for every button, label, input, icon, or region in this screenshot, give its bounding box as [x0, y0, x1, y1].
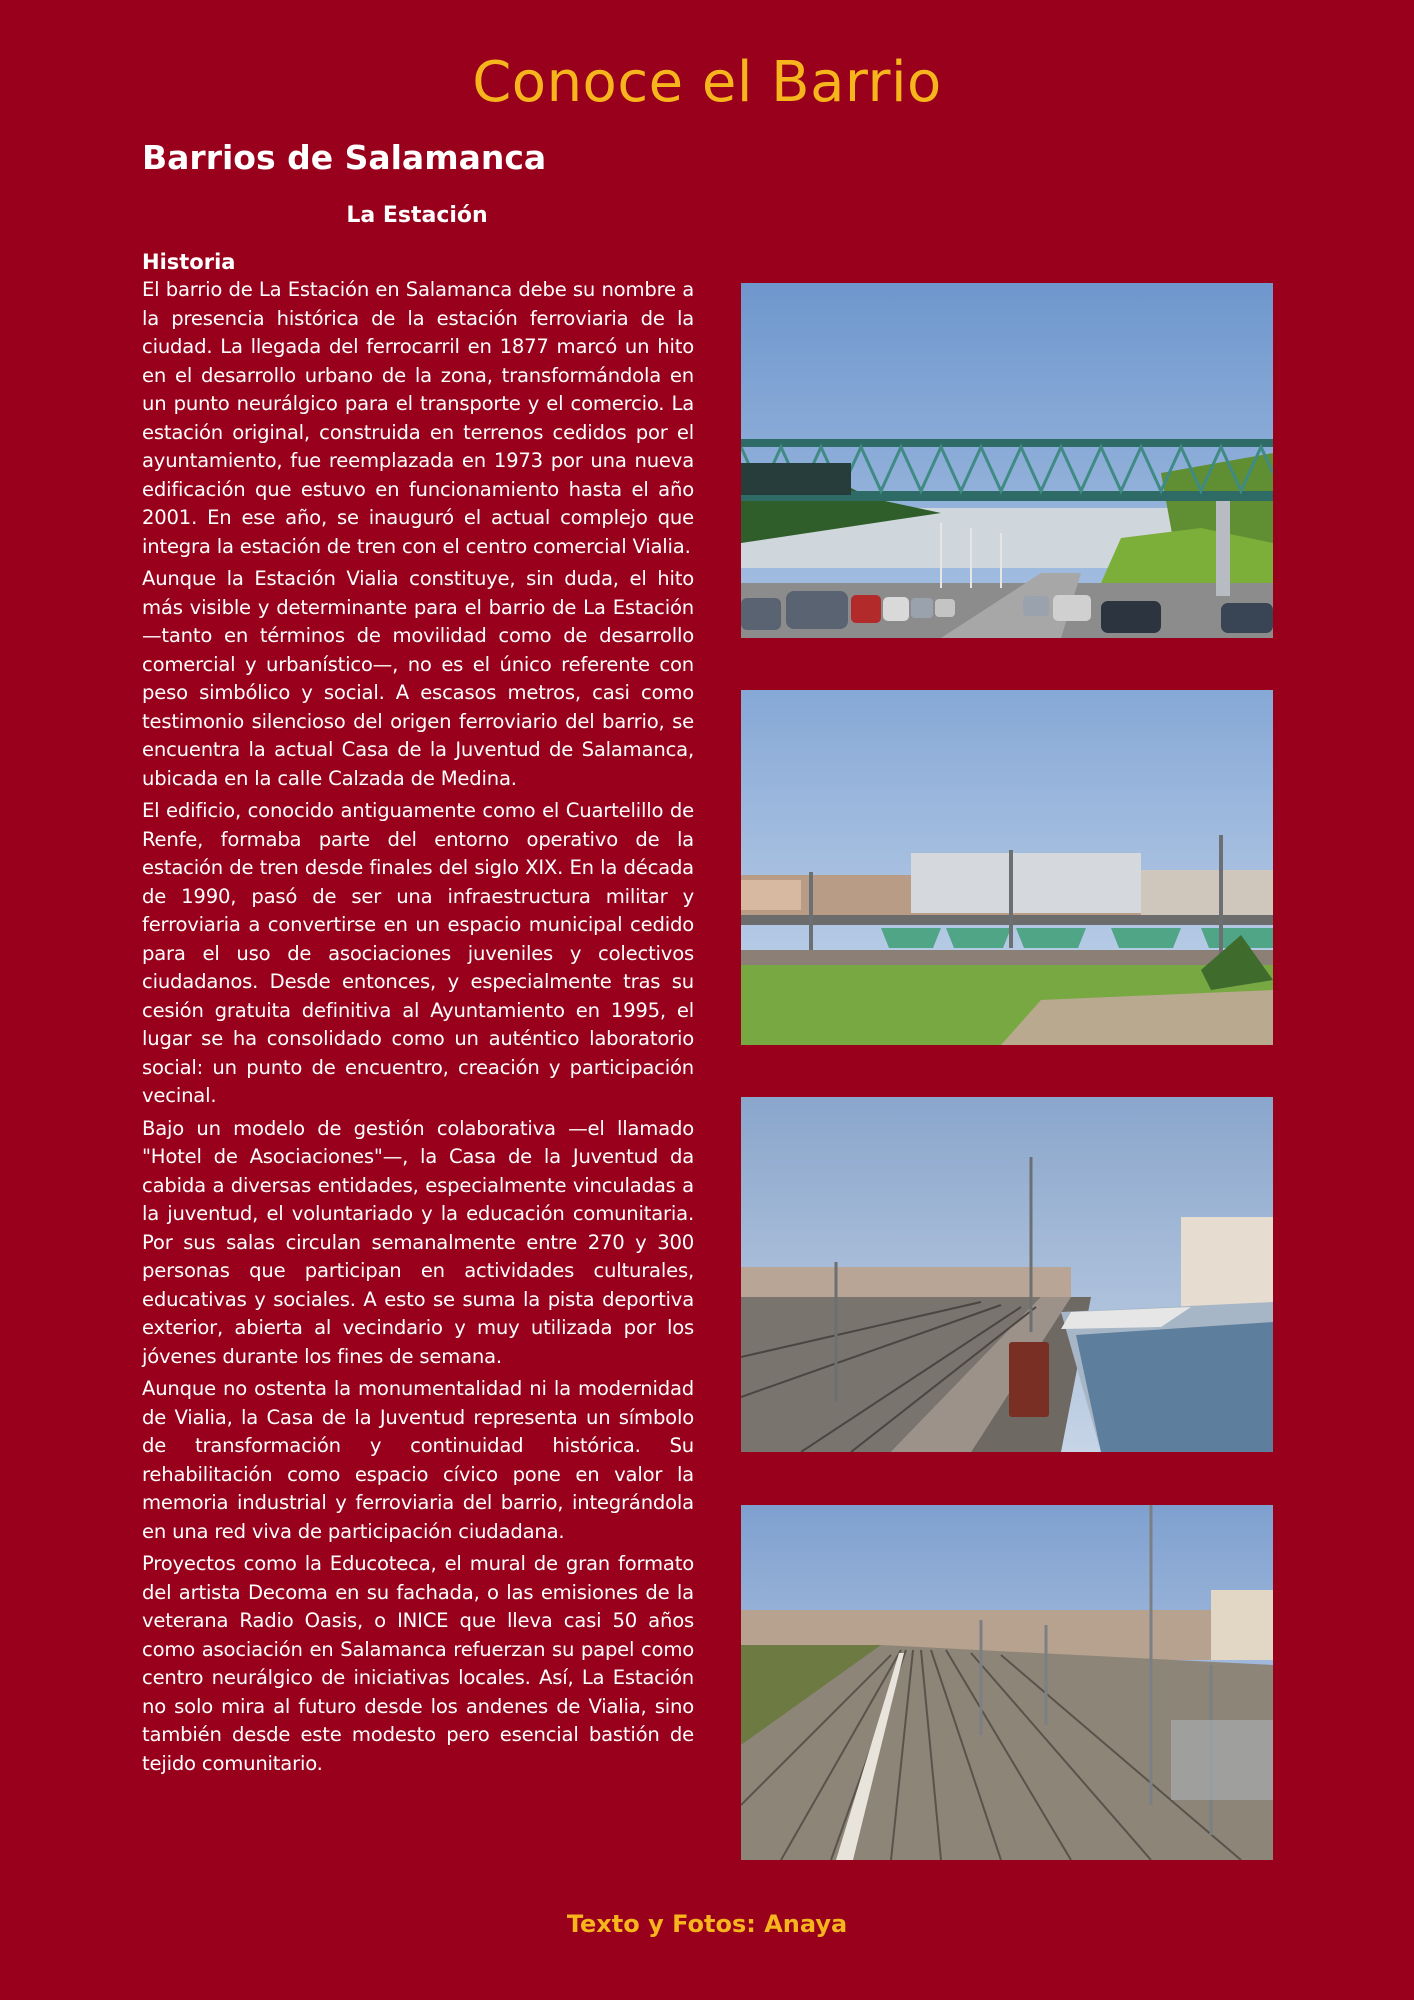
photo-platforms	[741, 1097, 1273, 1452]
article-subtitle: La Estación	[346, 203, 488, 228]
article-paragraph: Bajo un modelo de gestión colaborativa —el llamado "Hotel de Asociaciones"—, la Casa de la Juventud da cabida a diversas entidades, especialmente vinculadas a la juventud, el voluntariado y la educación comunitaria. Por sus salas circulan semanalmente entre 270 y 300 personas que participan en actividades culturales, educativas y sociales. A esto se suma la pista deportiva exterior, abierta al vecindario y muy utilizada por los jóvenes durante los fines de semana.	[142, 1116, 694, 1368]
article-paragraph: El barrio de La Estación en Salamanca debe su nombre a la presencia histórica de la estación ferroviaria de la ciudad. La llegada del ferrocarril en 1877 marcó un hito en el desarrollo urbano de la zona, transformándola en un punto neurálgico para el transporte y el comercio. La estación original, construida en terrenos cedidos por el ayuntamiento, fue reemplazada en 1973 por una nueva edificación que estuvo en funcionamiento hasta el año 2001. En ese año, se inauguró el actual complejo que integra la estación de tren con el centro comercial Vialia.	[142, 278, 694, 558]
article-paragraph: Proyectos como la Educoteca, el mural de gran formato del artista Decoma en su fachada, o las emisiones de la veterana Radio Oasis, o INICE que lleva casi 50 años como asociación en Salamanca refuerzan su papel como centro neurálgico de iniciativas locales. Así, La Estación no solo mira al futuro desde los andenes de Vialia, sino también desde este modesto pero esencial bastión de tejido comunitario.	[142, 1552, 694, 1775]
photo-credit: Texto y Fotos: Anaya	[566, 1910, 848, 1938]
photo-footbridge	[741, 283, 1273, 638]
article-paragraph: El edificio, conocido antiguamente como el Cuartelillo de Renfe, formaba parte del entorno operativo de la estación de tren desde finales del siglo XIX. En la década de 1990, pasó de ser una infraestructura militar y ferroviaria a convertirse en un espacio municipal cedido para el uso de asociaciones juveniles y colectivos ciudadanos. Desde entonces, y especialmente tras su cesión gratuita definitiva al Ayuntamiento en 1995, el lugar se ha consolidado como un auténtico laboratorio social: un punto de encuentro, creación y participación vecinal.	[142, 799, 694, 1107]
section-title: Barrios de Salamanca	[142, 138, 547, 177]
photo-freight-wagons	[741, 690, 1273, 1045]
page-title: Conoce el Barrio	[472, 50, 942, 115]
article-body	[142, 250, 694, 1782]
article-heading: Historia	[142, 250, 236, 274]
article-paragraph: Aunque no ostenta la monumentalidad ni la modernidad de Vialia, la Casa de la Juventud representa un símbolo de transformación y continuidad histórica. Su rehabilitación como espacio cívico pone en valor la memoria industrial y ferroviaria del barrio, integrándola en una red viva de participación ciudadana.	[142, 1377, 694, 1543]
article-paragraph: Aunque la Estación Vialia constituye, sin duda, el hito más visible y determinante para el barrio de La Estación —tanto en términos de movilidad como de desarrollo comercial y urbanístico—, no es el único referente con peso simbólico y social. A escasos metros, casi como testimonio silencioso del origen ferroviario del barrio, se encuentra la actual Casa de la Juventud de Salamanca, ubicada en la calle Calzada de Medina.	[142, 567, 694, 790]
photo-rail-yard	[741, 1505, 1273, 1860]
